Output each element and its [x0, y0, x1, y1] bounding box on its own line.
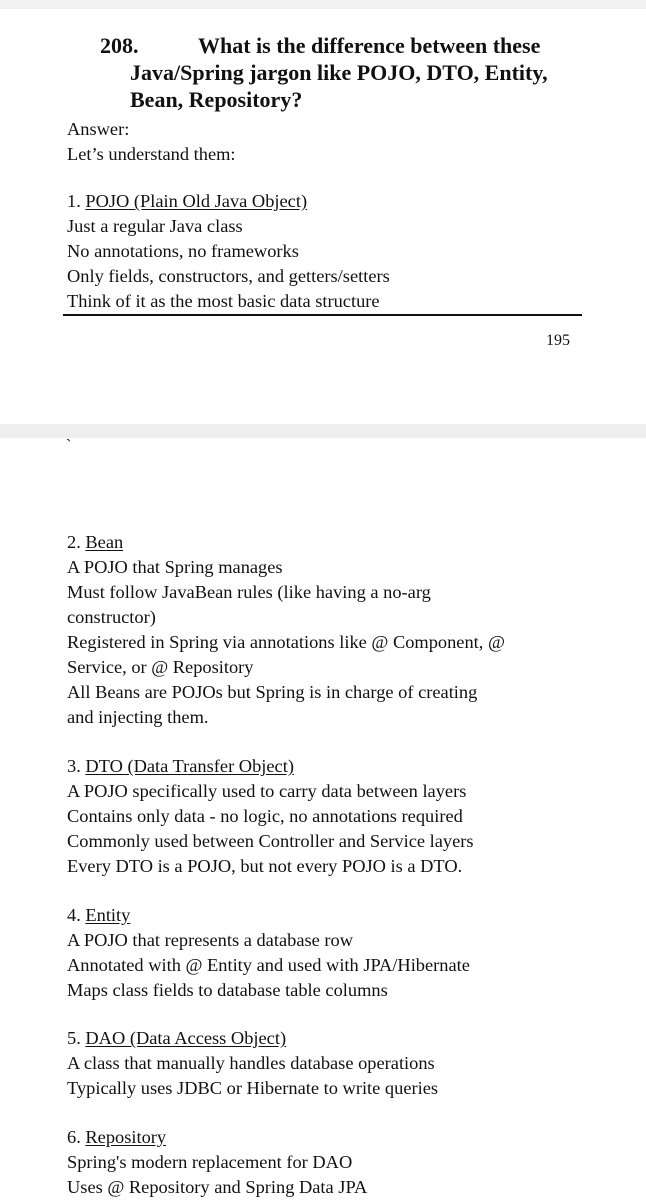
- bean-line: and injecting them.: [67, 707, 209, 727]
- question-title: What is the difference between these Java/Spring jargon like POJO, DTO, Entity, Bean, Repository?: [130, 33, 548, 112]
- dao-line: A class that manually handles database operations: [67, 1053, 435, 1073]
- dto-line: Contains only data - no logic, no annotations required: [67, 806, 463, 826]
- pojo-line: Just a regular Java class: [67, 216, 243, 236]
- page-number: 195: [546, 332, 570, 349]
- footer-rule: [63, 314, 582, 316]
- page-break: [0, 424, 646, 438]
- pojo-line: Only fields, constructors, and getters/setters: [67, 266, 390, 286]
- pojo-line: No annotations, no frameworks: [67, 241, 299, 261]
- repository-heading: 6. Repository: [67, 1127, 167, 1147]
- answer-label: Answer:: [67, 119, 130, 139]
- dto-line: A POJO specifically used to carry data between layers: [67, 781, 467, 801]
- page-top-edge: [0, 0, 646, 9]
- entity-line: Annotated with @ Entity and used with JPA/Hibernate: [67, 955, 470, 975]
- repository-line: Spring's modern replacement for DAO: [67, 1152, 353, 1172]
- pojo-heading: 1. POJO (Plain Old Java Object): [67, 191, 308, 211]
- entity-line: Maps class fields to database table columns: [67, 980, 388, 1000]
- dao-heading: 5. DAO (Data Access Object): [67, 1028, 287, 1048]
- question-number: 208.: [100, 33, 139, 58]
- bean-line: Registered in Spring via annotations like @ Component, @: [67, 632, 505, 652]
- stray-mark: `: [66, 437, 72, 454]
- bean-line: Must follow JavaBean rules (like having a no-arg: [67, 582, 431, 602]
- bean-heading: 2. Bean: [67, 532, 124, 552]
- dto-heading: 3. DTO (Data Transfer Object): [67, 756, 294, 776]
- dto-line: Commonly used between Controller and Service layers: [67, 831, 474, 851]
- bean-line: All Beans are POJOs but Spring is in charge of creating: [67, 682, 478, 702]
- entity-line: A POJO that represents a database row: [67, 930, 353, 950]
- intro-text: Let’s understand them:: [67, 144, 236, 164]
- repository-line: Uses @ Repository and Spring Data JPA: [67, 1177, 368, 1197]
- bean-line: constructor): [67, 607, 156, 627]
- pojo-line: Think of it as the most basic data structure: [67, 291, 380, 311]
- bean-line: Service, or @ Repository: [67, 657, 254, 677]
- bean-line: A POJO that Spring manages: [67, 557, 283, 577]
- dto-line: Every DTO is a POJO, but not every POJO is a DTO.: [67, 856, 463, 876]
- dao-line: Typically uses JDBC or Hibernate to write queries: [67, 1078, 439, 1098]
- entity-heading: 4. Entity: [67, 905, 131, 925]
